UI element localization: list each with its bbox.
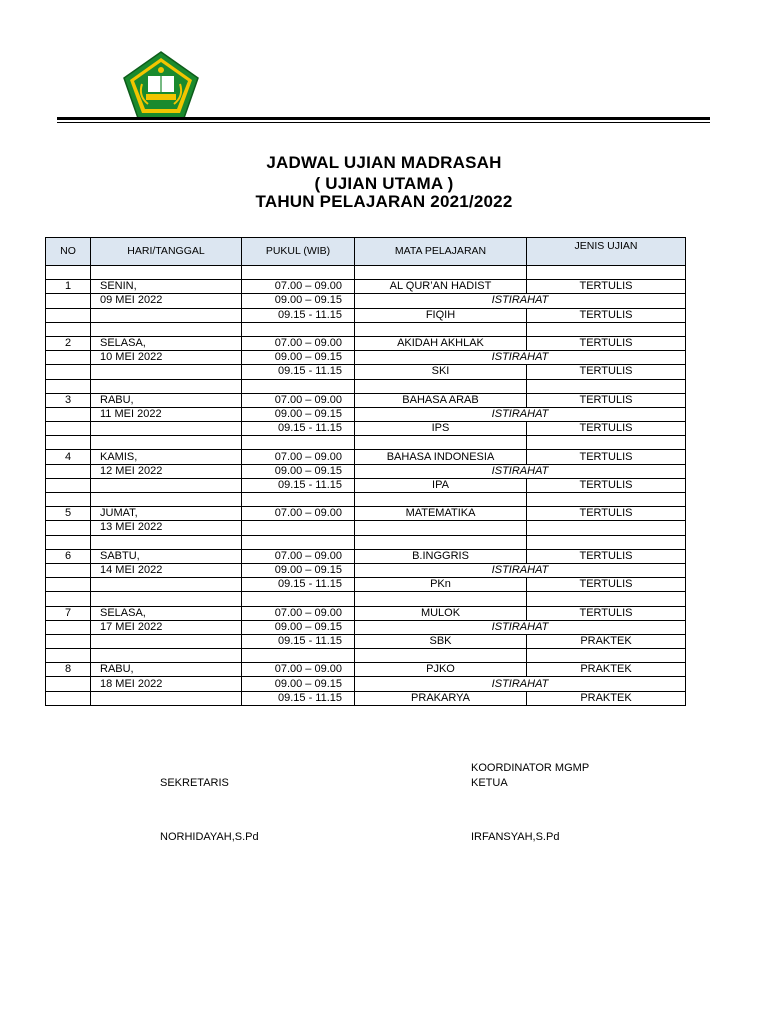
cell-time [242, 521, 355, 535]
cell-subject [355, 649, 527, 663]
cell-subject [355, 322, 527, 336]
cell-no [46, 649, 91, 663]
cell-no [46, 535, 91, 549]
cell-no [46, 493, 91, 507]
cell-subject [355, 592, 527, 606]
cell-time: 09.00 – 09.15 [242, 464, 355, 478]
cell-exam-type: PRAKTEK [527, 691, 686, 705]
cell-subject: IPS [355, 422, 527, 436]
document-subtitle: ( UJIAN UTAMA ) [314, 174, 454, 193]
cell-no [46, 620, 91, 634]
cell-exam-type: TERTULIS [527, 280, 686, 294]
table-row [46, 393, 686, 407]
cell-time: 07.00 – 09.00 [242, 606, 355, 620]
header-exam-type: JENIS UJIAN [527, 238, 686, 266]
cell-subject: PKn [355, 578, 527, 592]
cell-day-date: SABTU, [91, 549, 242, 563]
cell-no: 3 [46, 393, 91, 407]
cell-no: 4 [46, 450, 91, 464]
table-row [46, 336, 686, 350]
table-row [46, 379, 686, 393]
cell-no [46, 592, 91, 606]
cell-day-date [91, 634, 242, 648]
table-row [46, 521, 686, 535]
cell-break: ISTIRAHAT [355, 620, 686, 634]
table-row [46, 365, 686, 379]
table-row [46, 677, 686, 691]
cell-no: 5 [46, 507, 91, 521]
table-row [46, 450, 686, 464]
cell-exam-type: TERTULIS [527, 478, 686, 492]
exam-schedule-table [45, 237, 686, 706]
cell-break: ISTIRAHAT [355, 464, 686, 478]
cell-day-date: 12 MEI 2022 [91, 464, 242, 478]
cell-day-date [91, 649, 242, 663]
table-row [46, 464, 686, 478]
cell-time: 09.00 – 09.15 [242, 677, 355, 691]
cell-no [46, 578, 91, 592]
cell-subject: AKIDAH AKHLAK [355, 336, 527, 350]
cell-time: 09.00 – 09.15 [242, 407, 355, 421]
madrasah-logo [118, 50, 204, 120]
table-header-row [46, 238, 686, 266]
cell-break: ISTIRAHAT [355, 407, 686, 421]
cell-day-date [91, 308, 242, 322]
cell-day-date [91, 436, 242, 450]
cell-no [46, 294, 91, 308]
cell-subject: IPA [355, 478, 527, 492]
cell-exam-type: TERTULIS [527, 393, 686, 407]
header-no: NO [46, 238, 91, 266]
cell-no [46, 379, 91, 393]
academic-year: TAHUN PELAJARAN 2021/2022 [255, 192, 513, 211]
chair-name: IRFANSYAH,S.Pd [471, 831, 560, 843]
cell-no [46, 351, 91, 365]
table-row [46, 691, 686, 705]
cell-subject: SBK [355, 634, 527, 648]
cell-day-date: 11 MEI 2022 [91, 407, 242, 421]
cell-day-date [91, 422, 242, 436]
cell-break: ISTIRAHAT [355, 677, 686, 691]
coordinator-role: KOORDINATOR MGMP [471, 762, 590, 774]
table-row [46, 436, 686, 450]
cell-no [46, 436, 91, 450]
cell-no: 8 [46, 663, 91, 677]
cell-time [242, 379, 355, 393]
cell-day-date [91, 592, 242, 606]
cell-day-date [91, 691, 242, 705]
cell-break: ISTIRAHAT [355, 351, 686, 365]
table-row [46, 507, 686, 521]
cell-day-date [91, 478, 242, 492]
chair-role: KETUA [471, 777, 508, 789]
cell-time: 07.00 – 09.00 [242, 393, 355, 407]
header-time: PUKUL (WIB) [242, 238, 355, 266]
cell-time: 09.00 – 09.15 [242, 294, 355, 308]
cell-no [46, 563, 91, 577]
cell-no [46, 634, 91, 648]
cell-time [242, 649, 355, 663]
cell-exam-type: TERTULIS [527, 450, 686, 464]
cell-day-date [91, 379, 242, 393]
cell-exam-type: TERTULIS [527, 549, 686, 563]
cell-exam-type [527, 379, 686, 393]
cell-break: ISTIRAHAT [355, 563, 686, 577]
header-rule-thin [57, 122, 710, 123]
table-row [46, 422, 686, 436]
header-day-date: HARI/TANGGAL [91, 238, 242, 266]
cell-day-date: KAMIS, [91, 450, 242, 464]
header-rule-thick [57, 117, 710, 120]
cell-no [46, 407, 91, 421]
cell-exam-type [527, 521, 686, 535]
cell-subject: AL QUR’AN HADIST [355, 280, 527, 294]
cell-day-date: RABU, [91, 393, 242, 407]
cell-time: 07.00 – 09.00 [242, 663, 355, 677]
table-row [46, 407, 686, 421]
cell-subject: MULOK [355, 606, 527, 620]
secretary-name: NORHIDAYAH,S.Pd [160, 831, 259, 843]
cell-exam-type: TERTULIS [527, 336, 686, 350]
cell-exam-type: TERTULIS [527, 422, 686, 436]
cell-break: ISTIRAHAT [355, 294, 686, 308]
cell-no [46, 478, 91, 492]
cell-time [242, 266, 355, 280]
cell-subject [355, 266, 527, 280]
cell-exam-type [527, 493, 686, 507]
cell-day-date [91, 365, 242, 379]
emblem-icon [118, 50, 204, 120]
cell-time: 09.15 - 11.15 [242, 634, 355, 648]
cell-time: 09.15 - 11.15 [242, 478, 355, 492]
cell-time: 09.00 – 09.15 [242, 563, 355, 577]
header-subject: MATA PELAJARAN [355, 238, 527, 266]
table-row [46, 308, 686, 322]
cell-no [46, 308, 91, 322]
cell-no [46, 266, 91, 280]
cell-time [242, 322, 355, 336]
cell-subject: PRAKARYA [355, 691, 527, 705]
table-row [46, 634, 686, 648]
cell-subject [355, 379, 527, 393]
cell-exam-type [527, 592, 686, 606]
cell-day-date: 18 MEI 2022 [91, 677, 242, 691]
table-row [46, 478, 686, 492]
cell-day-date: 09 MEI 2022 [91, 294, 242, 308]
cell-subject: BAHASA INDONESIA [355, 450, 527, 464]
cell-day-date [91, 322, 242, 336]
cell-day-date: JUMAT, [91, 507, 242, 521]
table-row [46, 592, 686, 606]
cell-time: 09.15 - 11.15 [242, 578, 355, 592]
cell-subject: PJKO [355, 663, 527, 677]
cell-time [242, 535, 355, 549]
cell-no: 7 [46, 606, 91, 620]
cell-subject: SKI [355, 365, 527, 379]
cell-day-date: SELASA, [91, 336, 242, 350]
cell-exam-type: TERTULIS [527, 308, 686, 322]
cell-time [242, 592, 355, 606]
cell-no: 2 [46, 336, 91, 350]
cell-no [46, 464, 91, 478]
cell-time: 09.15 - 11.15 [242, 691, 355, 705]
cell-no [46, 365, 91, 379]
table-row [46, 294, 686, 308]
table-row [46, 266, 686, 280]
cell-time: 07.00 – 09.00 [242, 280, 355, 294]
table-row [46, 606, 686, 620]
cell-exam-type [527, 436, 686, 450]
table-row [46, 578, 686, 592]
cell-time: 07.00 – 09.00 [242, 507, 355, 521]
document-title: JADWAL UJIAN MADRASAH [266, 153, 502, 172]
table-row [46, 322, 686, 336]
cell-subject: MATEMATIKA [355, 507, 527, 521]
cell-no [46, 691, 91, 705]
cell-no: 6 [46, 549, 91, 563]
cell-exam-type: TERTULIS [527, 606, 686, 620]
cell-subject [355, 535, 527, 549]
cell-time: 07.00 – 09.00 [242, 336, 355, 350]
cell-day-date: SENIN, [91, 280, 242, 294]
cell-subject: FIQIH [355, 308, 527, 322]
cell-no [46, 322, 91, 336]
cell-subject [355, 436, 527, 450]
cell-exam-type: PRAKTEK [527, 634, 686, 648]
table-row [46, 280, 686, 294]
cell-time [242, 493, 355, 507]
table-row [46, 649, 686, 663]
cell-day-date: 17 MEI 2022 [91, 620, 242, 634]
cell-no [46, 422, 91, 436]
cell-day-date [91, 266, 242, 280]
cell-subject: B.INGGRIS [355, 549, 527, 563]
table-row [46, 620, 686, 634]
cell-day-date [91, 578, 242, 592]
cell-day-date [91, 493, 242, 507]
cell-time: 07.00 – 09.00 [242, 450, 355, 464]
cell-exam-type: TERTULIS [527, 578, 686, 592]
table-row [46, 493, 686, 507]
cell-subject [355, 521, 527, 535]
table-row [46, 535, 686, 549]
cell-time: 09.00 – 09.15 [242, 620, 355, 634]
cell-exam-type: TERTULIS [527, 365, 686, 379]
cell-no [46, 521, 91, 535]
table-row [46, 563, 686, 577]
cell-subject [355, 493, 527, 507]
cell-exam-type [527, 535, 686, 549]
cell-time: 07.00 – 09.00 [242, 549, 355, 563]
cell-time: 09.15 - 11.15 [242, 365, 355, 379]
cell-day-date: 14 MEI 2022 [91, 563, 242, 577]
cell-day-date: RABU, [91, 663, 242, 677]
table-row [46, 351, 686, 365]
cell-time: 09.15 - 11.15 [242, 422, 355, 436]
cell-day-date [91, 535, 242, 549]
cell-no: 1 [46, 280, 91, 294]
table-row [46, 549, 686, 563]
cell-time: 09.00 – 09.15 [242, 351, 355, 365]
cell-exam-type: TERTULIS [527, 507, 686, 521]
table-row [46, 663, 686, 677]
cell-day-date: 13 MEI 2022 [91, 521, 242, 535]
cell-exam-type: PRAKTEK [527, 663, 686, 677]
cell-time: 09.15 - 11.15 [242, 308, 355, 322]
cell-exam-type [527, 266, 686, 280]
cell-time [242, 436, 355, 450]
cell-exam-type [527, 322, 686, 336]
cell-subject: BAHASA ARAB [355, 393, 527, 407]
secretary-role: SEKRETARIS [160, 777, 229, 789]
cell-exam-type [527, 649, 686, 663]
cell-day-date: 10 MEI 2022 [91, 351, 242, 365]
cell-day-date: SELASA, [91, 606, 242, 620]
cell-no [46, 677, 91, 691]
